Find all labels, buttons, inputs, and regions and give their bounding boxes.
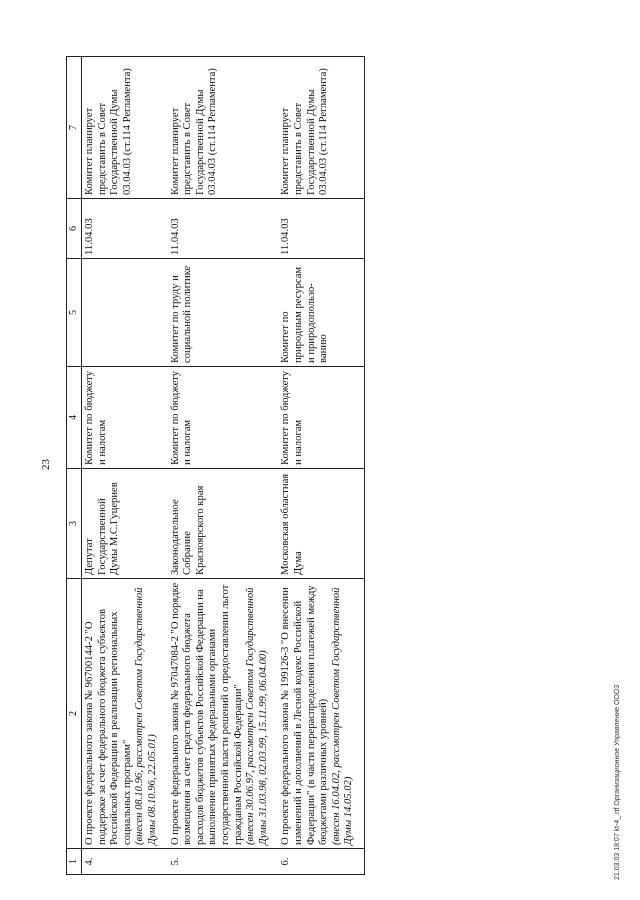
co-executor-committee: Комитет по труду и социальной политике <box>168 259 279 367</box>
column-number-row <box>67 57 82 875</box>
committee-action: Комитет планирует представить в Совет Государственной Думы 03.04.03 (ст.114 Регламента) <box>168 57 279 199</box>
column-number: 3 <box>67 469 82 579</box>
column-number: 1 <box>67 849 82 875</box>
bill-title: О проекте федерального закона № 199126-3 "О внесении изменений и дополнений в Лесной кодекс Российской Федерации" (в части перераспределения платежей между бюджетами различных уровней) <box>280 585 330 845</box>
column-number: 6 <box>67 199 82 259</box>
agenda-table <box>66 56 365 875</box>
bill-description <box>278 579 364 849</box>
bill-description <box>82 579 168 849</box>
column-number: 5 <box>67 259 82 367</box>
column-number: 2 <box>67 579 82 849</box>
print-footer: 21.03.03 18:07 kt-4_.rtf Организационное Управление ООО3 <box>614 684 621 880</box>
co-executor-committee <box>82 259 168 367</box>
co-executor-committee: Комитет по природным ресурсам и природопользо-ванию <box>278 259 364 367</box>
bill-description <box>168 579 279 849</box>
item-number: 4. <box>82 849 168 875</box>
table-row <box>278 57 364 875</box>
column-number: 7 <box>67 57 82 199</box>
bill-title: О проекте федерального закона № 97047084-2 "О порядке возмещения за счет средств федерального бюджета расходов бюджетов субъектов Российской Федерации на выполнение принятых федеральными органами государственной власти решений о предоставлении льгот гражданам Российской Федерации" <box>169 582 244 845</box>
item-number: 6. <box>278 849 364 875</box>
table-row <box>82 57 168 875</box>
review-date: 11.04.03 <box>168 199 279 259</box>
committee-action: Комитет планирует представить в Совет Государственной Думы 03.04.03 (ст.114 Регламента) <box>278 57 364 199</box>
column-number: 4 <box>67 367 82 469</box>
review-date: 11.04.03 <box>82 199 168 259</box>
responsible-committee: Комитет по бюджету и налогам <box>82 367 168 469</box>
bill-author: Московская областная Дума <box>278 469 364 579</box>
bill-title: О проекте федерального закона № 96700144-2 "О поддержке за счет федерального бюджета субъектов Российской Федерации в реализации региональных социальных программ" <box>84 608 133 845</box>
committee-action: Комитет планирует представить в Совет Государственной Думы 03.04.03 (ст.114 Регламента) <box>82 57 168 199</box>
bill-author: Законодательное Собрание Красноярского края <box>168 469 279 579</box>
bill-author: Депутат Государственной Думы М.С.Гуцериев <box>82 469 168 579</box>
table-row <box>168 57 279 875</box>
responsible-committee: Комитет по бюджету и налогам <box>278 367 364 469</box>
responsible-committee: Комитет по бюджету и налогам <box>168 367 279 469</box>
review-date: 11.04.03 <box>278 199 364 259</box>
bill-submission-note: (внесен 16.04.02, рассмотрен Советом Государственной Думы 14.05.02) <box>330 587 355 845</box>
page-number: 23 <box>40 459 52 470</box>
bill-submission-note: (внесен 08.10.96, рассмотрен Советом Государственной Думы 08.10.96, 22.05.01) <box>134 587 158 845</box>
bill-submission-note: (внесен 30.06.97, рассмотрен Советом Государственной Думы 31.03.98, 02.03.99, 15.11.99, 06.04.00) <box>245 587 269 845</box>
item-number: 5. <box>168 849 279 875</box>
